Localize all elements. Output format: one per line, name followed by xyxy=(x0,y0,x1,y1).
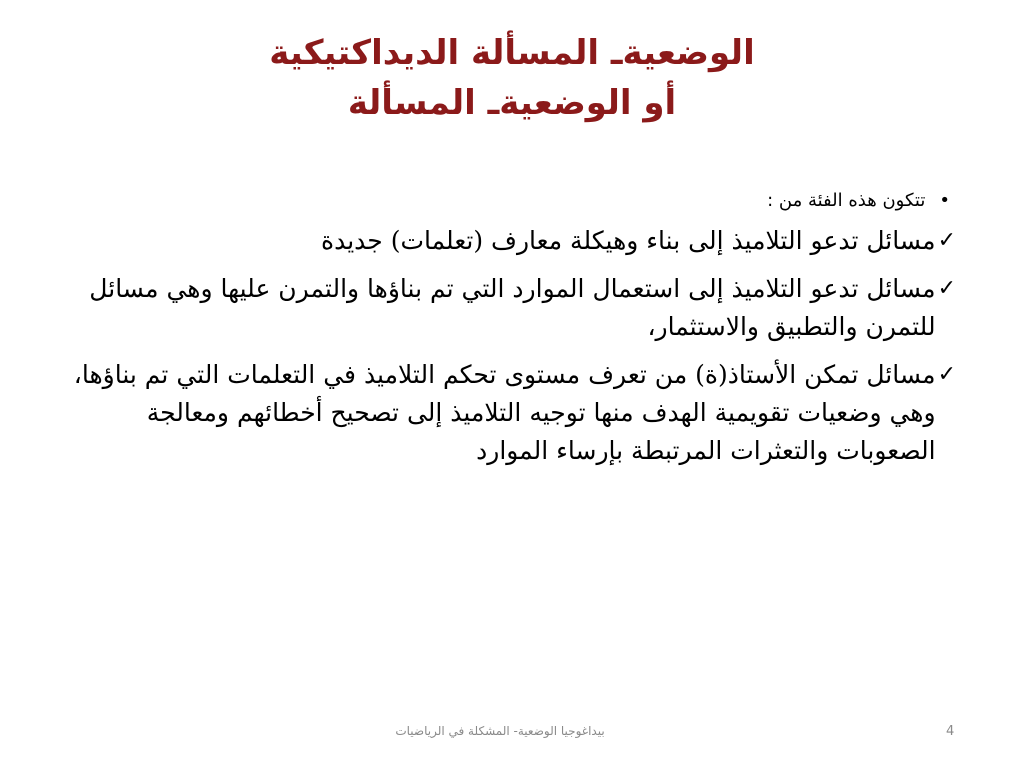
bullet-dot-icon: • xyxy=(939,190,950,211)
list-item xyxy=(70,222,956,260)
checkmark-icon: ✓ xyxy=(937,362,956,387)
intro-bullet xyxy=(70,186,950,216)
checkmark-icon: ✓ xyxy=(937,228,956,253)
intro-text: تتكون هذه الفئة من : xyxy=(767,190,926,211)
list-item-text: مسائل تمكن الأستاذ(ة) من تعرف مستوى تحكم التلاميذ في التعلمات التي تم بناؤها، وهي وضعيات تقويمية الهدف منها توجيه التلاميذ إلى تصحيح أخطائهم ومعالجة الصعوبات والتعثرات المرتبطة بإرساء الموارد xyxy=(73,360,936,465)
list-item-text: مسائل تدعو التلاميذ إلى استعمال الموارد التي تم بناؤها والتمرن عليها وهي مسائل للتمرن والتطبيق والاستثمار، xyxy=(89,274,936,341)
footer-text: بيداغوجيا الوضعية- المشكلة في الرياضيات xyxy=(395,724,605,738)
checkmark-icon: ✓ xyxy=(937,276,956,301)
slide-body xyxy=(70,186,956,480)
list-item xyxy=(70,356,956,470)
title-line-2: أو الوضعيةـ المسألة xyxy=(347,83,677,123)
list-item xyxy=(70,270,956,346)
title-line-1: الوضعيةـ المسألة الديداكتيكية xyxy=(269,33,755,73)
list-item-text: مسائل تدعو التلاميذ إلى بناء وهيكلة معارف (تعلمات) جديدة xyxy=(321,226,936,255)
slide-title xyxy=(60,28,964,128)
page-number: 4 xyxy=(946,724,955,739)
